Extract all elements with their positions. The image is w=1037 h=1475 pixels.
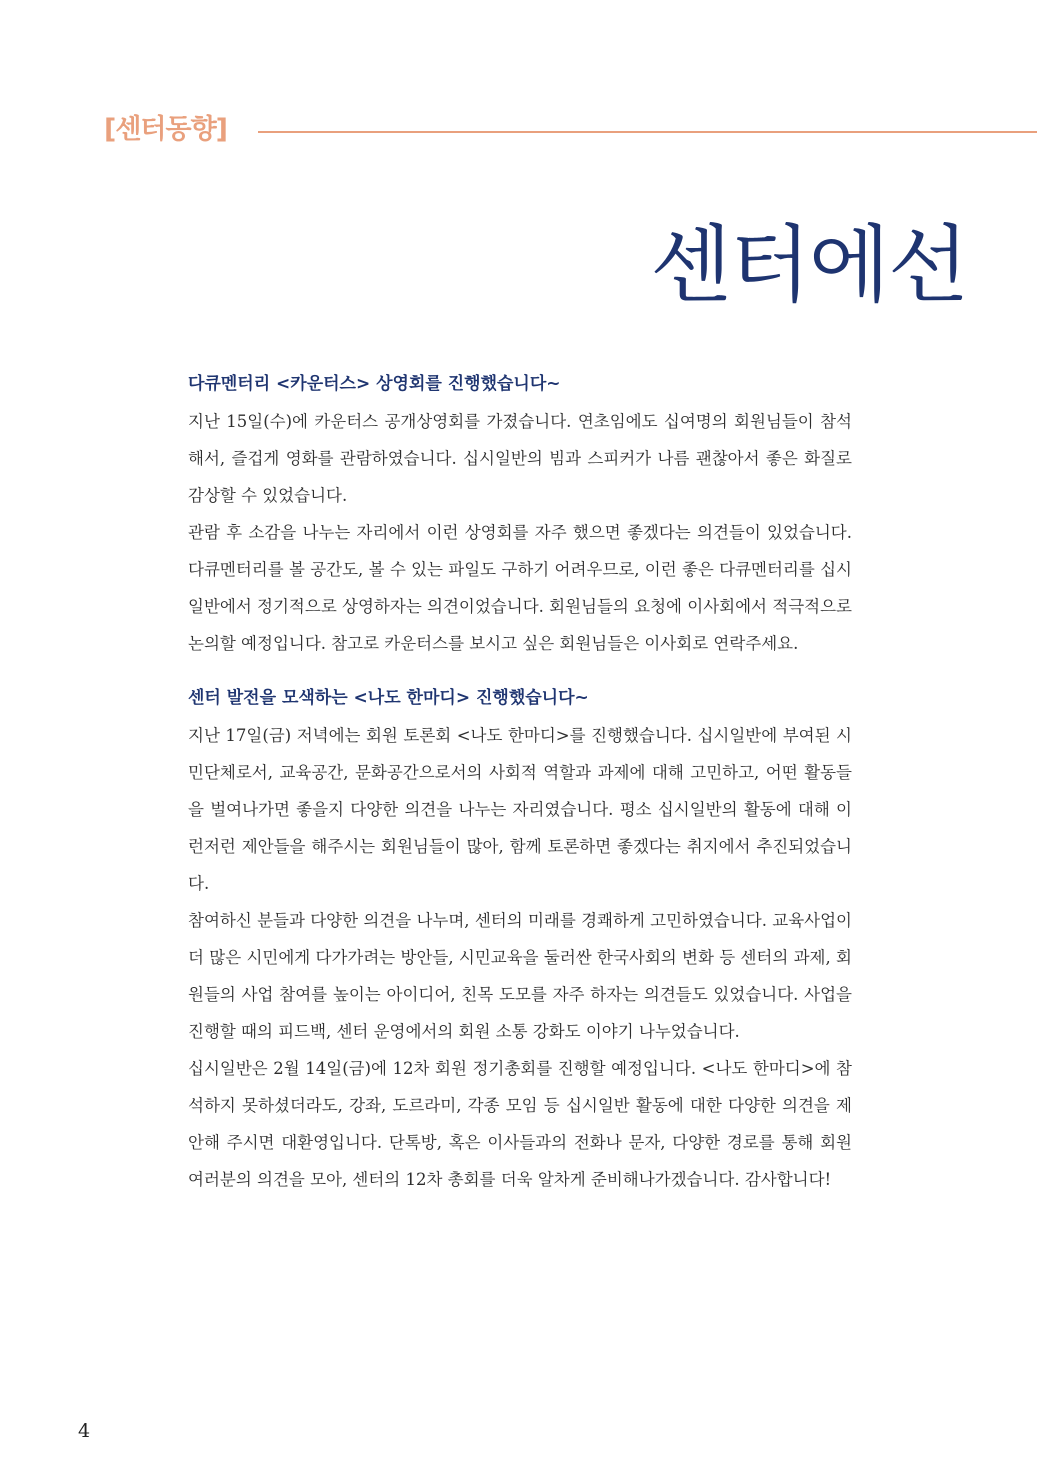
article-paragraph: 관람 후 소감을 나누는 자리에서 이런 상영회를 자주 했으면 좋겠다는 의견들이 있었습니다. 다큐멘터리를 볼 공간도, 볼 수 있는 파일도 구하기 어려우므로, 이런 좋은 다큐멘터리를 십시일반에서 정기적으로 상영하자는 의견이었습니다. 회원님들의 요청에 이사회에서 적극적으로 논의할 예정입니다. 참고로 카운터스를 보시고 싶은 회원님들은 이사회로 연락주세요. (188, 523, 852, 653)
article-counters-screening (188, 366, 852, 662)
article-body (188, 403, 852, 662)
article-paragraph: 참여하신 분들과 다양한 의견을 나누며, 센터의 미래를 경쾌하게 고민하였습니다. 교육사업이 더 많은 시민에게 다가가려는 방안들, 시민교육을 둘러싼 한국사회의 변화 등 센터의 과제, 회원들의 사업 참여를 높이는 아이디어, 친목 도모를 자주 하자는 의견들도 있었습니다. 사업을 진행할 때의 피드백, 센터 운영에서의 회원 소통 강화도 이야기 나누었습니다. (188, 911, 852, 1041)
page-number: 4 (78, 1420, 91, 1442)
article-paragraph: 지난 17일(금) 저녁에는 회원 토론회 <나도 한마디>를 진행했습니다. 십시일반에 부여된 시민단체로서, 교육공간, 문화공간으로서의 사회적 역할과 과제에 대해 고민하고, 어떤 활동들을 벌여나가면 좋을지 다양한 의견을 나누는 자리였습니다. 평소 십시일반의 활동에 대해 이런저런 제안들을 해주시는 회원님들이 많아, 함께 토론하면 좋겠다는 취지에서 추진되었습니다. (188, 726, 852, 893)
section-label: [센터동향] (104, 114, 228, 145)
article-paragraph: 지난 15일(수)에 카운터스 공개상영회를 가졌습니다. 연초임에도 십여명의 회원님들이 참석해서, 즐겁게 영화를 관람하였습니다. 십시일반의 빔과 스피커가 나름 괜찮아서 좋은 화질로 감상할 수 있었습니다. (188, 412, 852, 505)
article-content (188, 366, 852, 1198)
article-heading: 센터 발전을 모색하는 <나도 한마디> 진행했습니다~ (188, 688, 589, 708)
section-divider (258, 131, 1037, 133)
article-body (188, 717, 852, 1198)
article-heading: 다큐멘터리 <카운터스> 상영회를 진행했습니다~ (188, 374, 561, 394)
article-paragraph: 십시일반은 2월 14일(금)에 12차 회원 정기총회를 진행할 예정입니다. <나도 한마디>에 참석하지 못하셨더라도, 강좌, 도르라미, 각종 모임 등 십시일반 활동에 대한 다양한 의견을 제안해 주시면 대환영입니다. 단톡방, 혹은 이사들과의 전화나 문자, 다양한 경로를 통해 회원 여러분의 의견을 모아, 센터의 12차 총회를 더욱 알차게 준비해나가겠습니다. 감사합니다! (188, 1059, 852, 1189)
section-header (104, 112, 1037, 152)
page-title: 센터에선 (650, 216, 967, 314)
article-member-forum (188, 680, 852, 1198)
